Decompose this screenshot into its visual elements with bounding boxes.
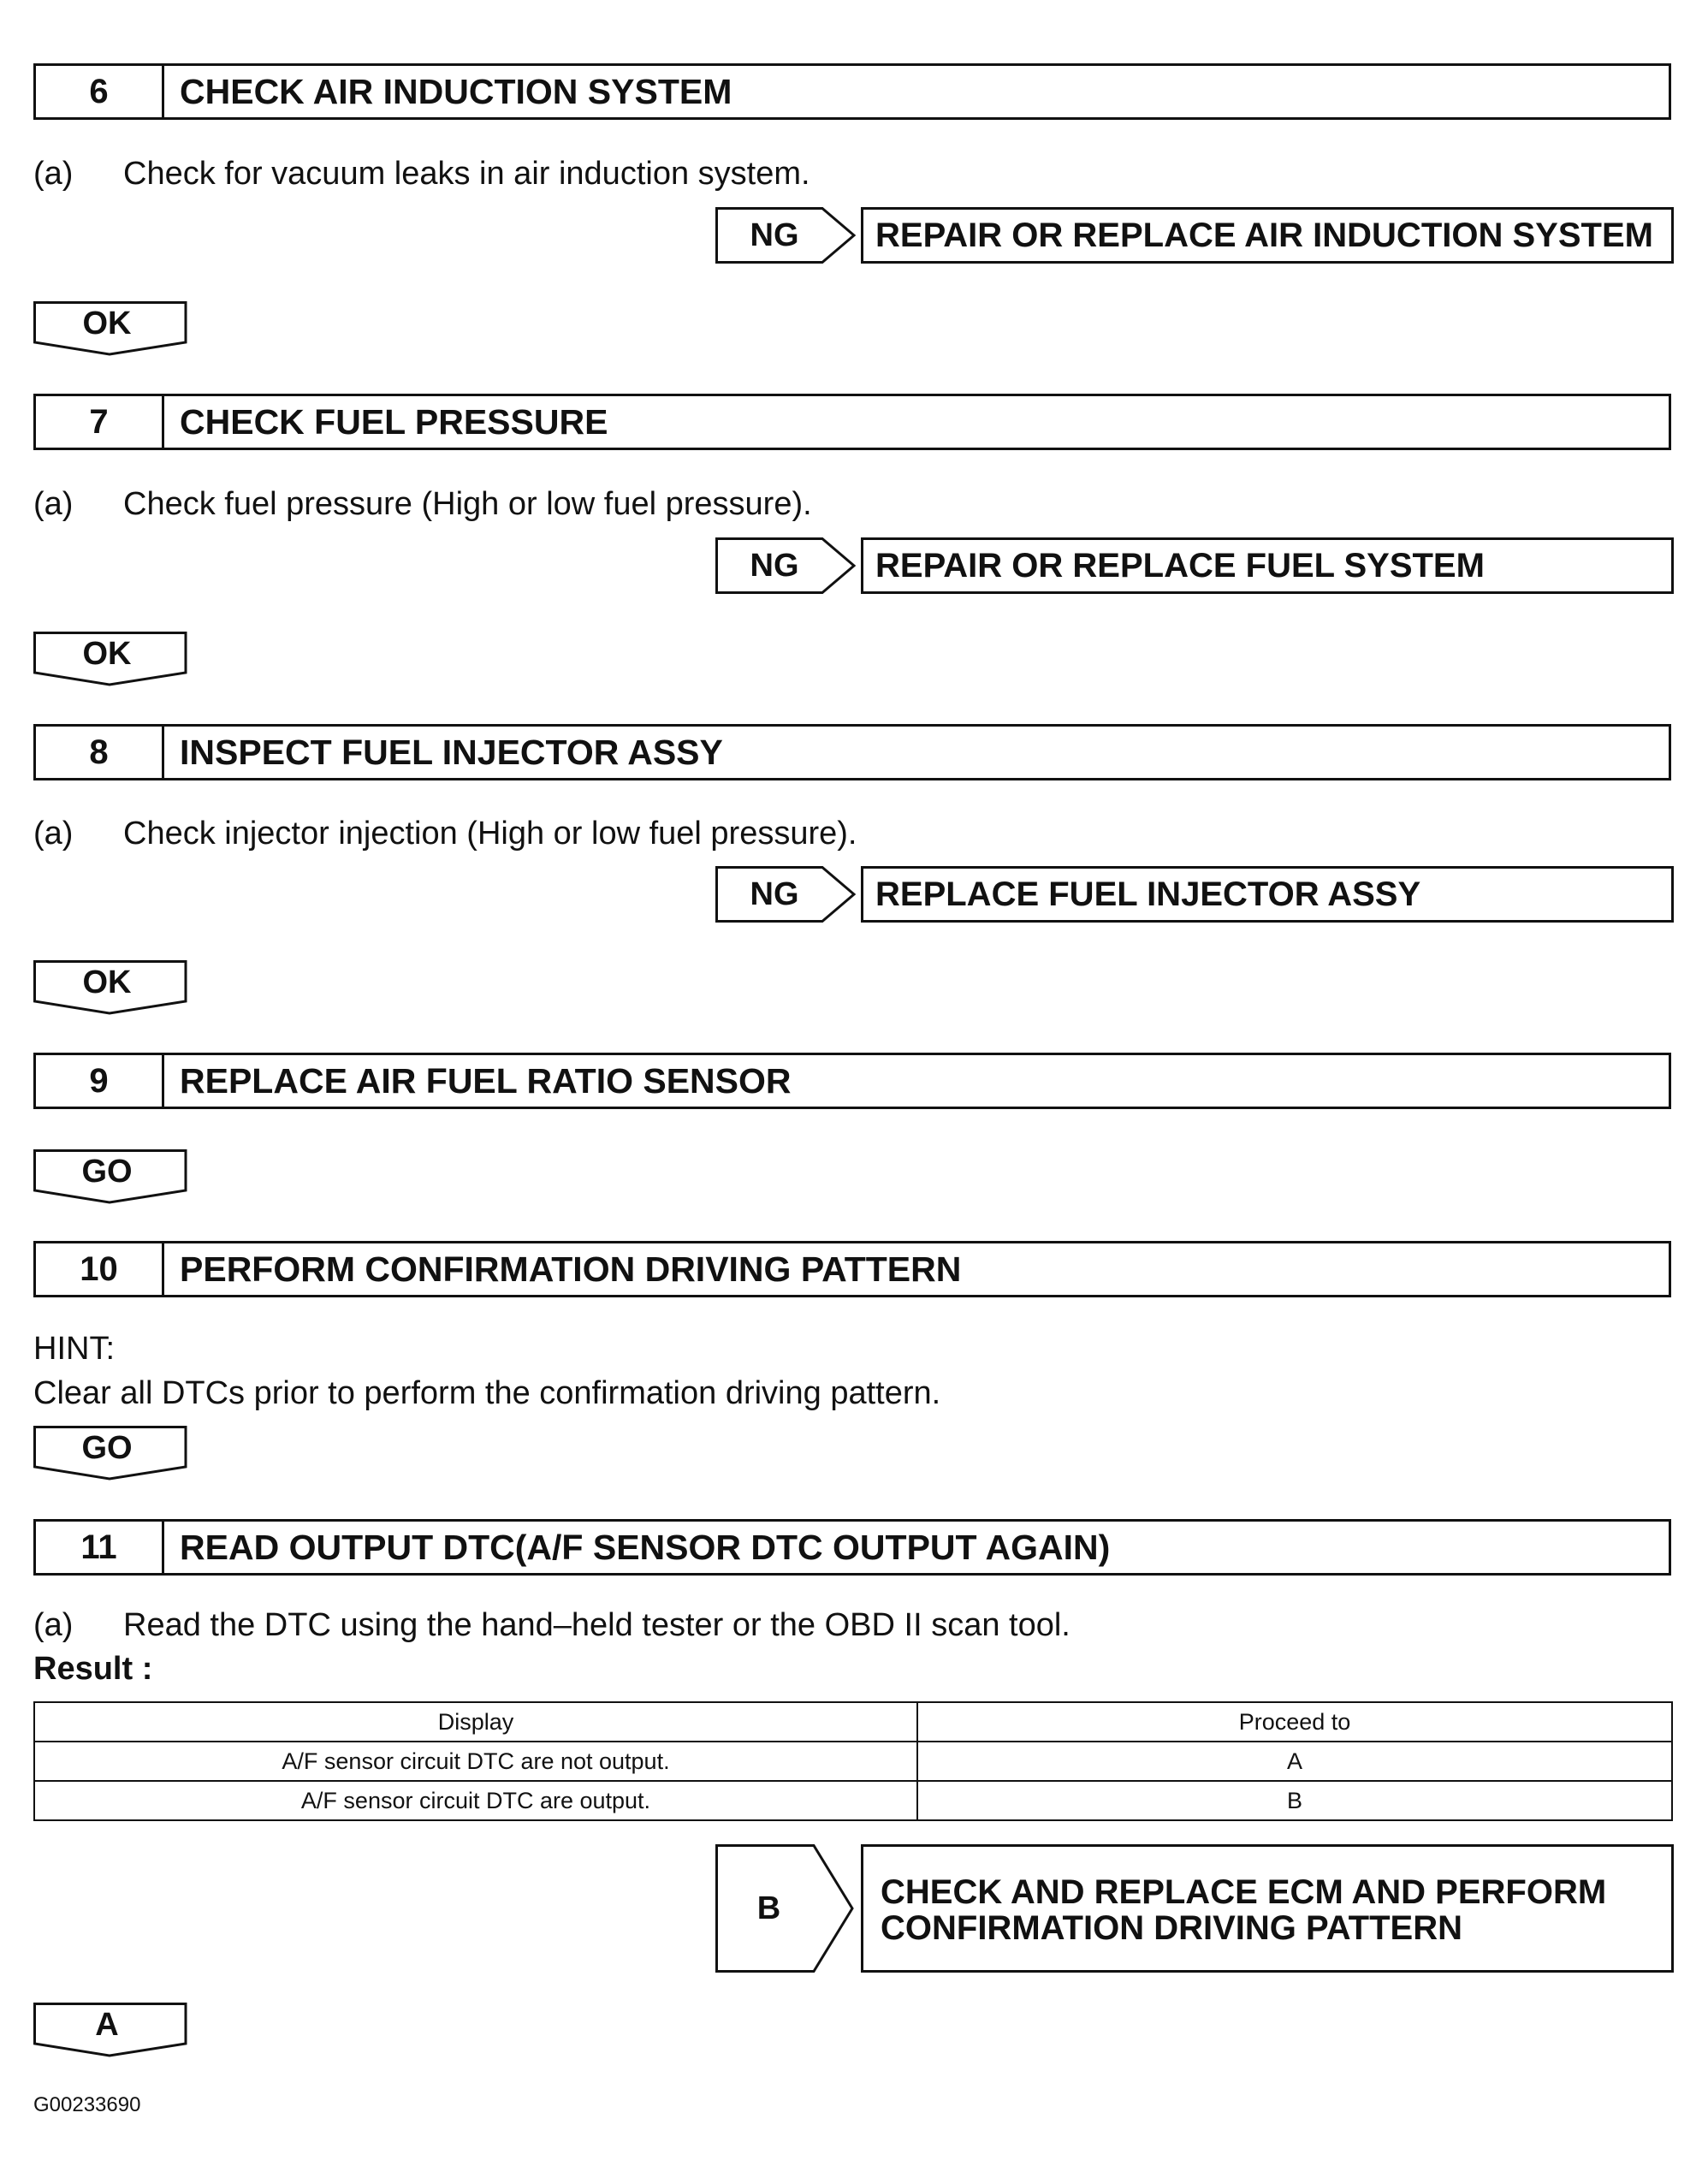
result-table: [33, 1701, 1673, 1821]
ng-tag: [715, 207, 856, 264]
ok-tab: [33, 960, 187, 1015]
instruction-label: (a): [33, 1607, 74, 1643]
ng-action-box: REPAIR OR REPLACE FUEL SYSTEM: [861, 537, 1674, 594]
step-9-header: [33, 1053, 1671, 1109]
table-cell: A/F sensor circuit DTC are not output.: [34, 1742, 917, 1781]
step-7-header: [33, 394, 1671, 450]
step-title: REPLACE AIR FUEL RATIO SENSOR: [180, 1060, 792, 1101]
flow-tab-label: A: [95, 2007, 119, 2043]
hint-label: HINT:: [33, 1331, 115, 1367]
go-tab: [33, 1149, 187, 1204]
step-number: 10: [36, 1243, 164, 1295]
ok-tab: [33, 301, 187, 356]
ng-tag: [715, 537, 856, 594]
instruction-text: Read the DTC using the hand–held tester or the OBD II scan tool.: [123, 1607, 1070, 1643]
b-action-box: [861, 1844, 1674, 1973]
ng-action-box: REPAIR OR REPLACE AIR INDUCTION SYSTEM: [861, 207, 1674, 264]
step-title: CHECK AIR INDUCTION SYSTEM: [180, 71, 732, 111]
table-row: [34, 1742, 1672, 1781]
table-cell: B: [917, 1781, 1672, 1820]
table-cell: A/F sensor circuit DTC are output.: [34, 1781, 917, 1820]
step-11-header: [33, 1519, 1671, 1576]
instruction-label: (a): [33, 156, 74, 192]
step-6-header: [33, 63, 1671, 120]
ng-tag-label: NG: [750, 217, 799, 253]
flow-tab-label: GO: [81, 1154, 133, 1190]
hint-text: Clear all DTCs prior to perform the confirmation driving pattern.: [33, 1375, 941, 1411]
instruction-text: Check for vacuum leaks in air induction system.: [123, 156, 810, 192]
table-header-cell: Display: [34, 1702, 917, 1742]
ng-tag: [715, 866, 856, 923]
b-action-line: CONFIRMATION DRIVING PATTERN: [881, 1909, 1462, 1947]
ng-action-box: REPLACE FUEL INJECTOR ASSY: [861, 866, 1674, 923]
step-number: 6: [36, 66, 164, 117]
step-8-instruction: [33, 816, 857, 852]
step-8-header: [33, 724, 1671, 780]
flow-tab-label: OK: [82, 636, 132, 672]
instruction-label: (a): [33, 816, 74, 852]
step-number: 11: [36, 1522, 164, 1573]
instruction-text: Check fuel pressure (High or low fuel pressure).: [123, 486, 812, 522]
table-row: [34, 1781, 1672, 1820]
step-10-header: [33, 1241, 1671, 1297]
figure-id: G00233690: [33, 2093, 141, 2116]
table-header-cell: Proceed to: [917, 1702, 1672, 1742]
step-11-instruction: [33, 1607, 1070, 1644]
b-tag: [715, 1844, 856, 1973]
step-title: INSPECT FUEL INJECTOR ASSY: [180, 732, 723, 772]
table-cell: A: [917, 1742, 1672, 1781]
instruction-label: (a): [33, 486, 74, 522]
table-header-row: [34, 1702, 1672, 1742]
step-number: 8: [36, 727, 164, 778]
step-number: 9: [36, 1055, 164, 1107]
step-title: PERFORM CONFIRMATION DRIVING PATTERN: [180, 1249, 962, 1289]
instruction-text: Check injector injection (High or low fuel pressure).: [123, 816, 857, 852]
result-label: Result :: [33, 1651, 153, 1687]
flow-tab-label: OK: [82, 964, 132, 1000]
flow-tab-label: OK: [82, 306, 132, 341]
step-6-instruction: [33, 156, 810, 193]
a-tab: [33, 2003, 187, 2057]
step-title: READ OUTPUT DTC(A/F SENSOR DTC OUTPUT AGAIN): [180, 1527, 1111, 1567]
b-action-line: CHECK AND REPLACE ECM AND PERFORM: [881, 1873, 1607, 1911]
ng-tag-label: NG: [750, 876, 799, 912]
step-7-instruction: [33, 486, 812, 523]
flow-tab-label: GO: [81, 1430, 133, 1466]
b-tag-label: B: [756, 1890, 781, 1926]
step-title: CHECK FUEL PRESSURE: [180, 401, 608, 442]
step-number: 7: [36, 396, 164, 448]
go-tab: [33, 1426, 187, 1481]
ng-tag-label: NG: [750, 548, 799, 584]
ok-tab: [33, 632, 187, 686]
